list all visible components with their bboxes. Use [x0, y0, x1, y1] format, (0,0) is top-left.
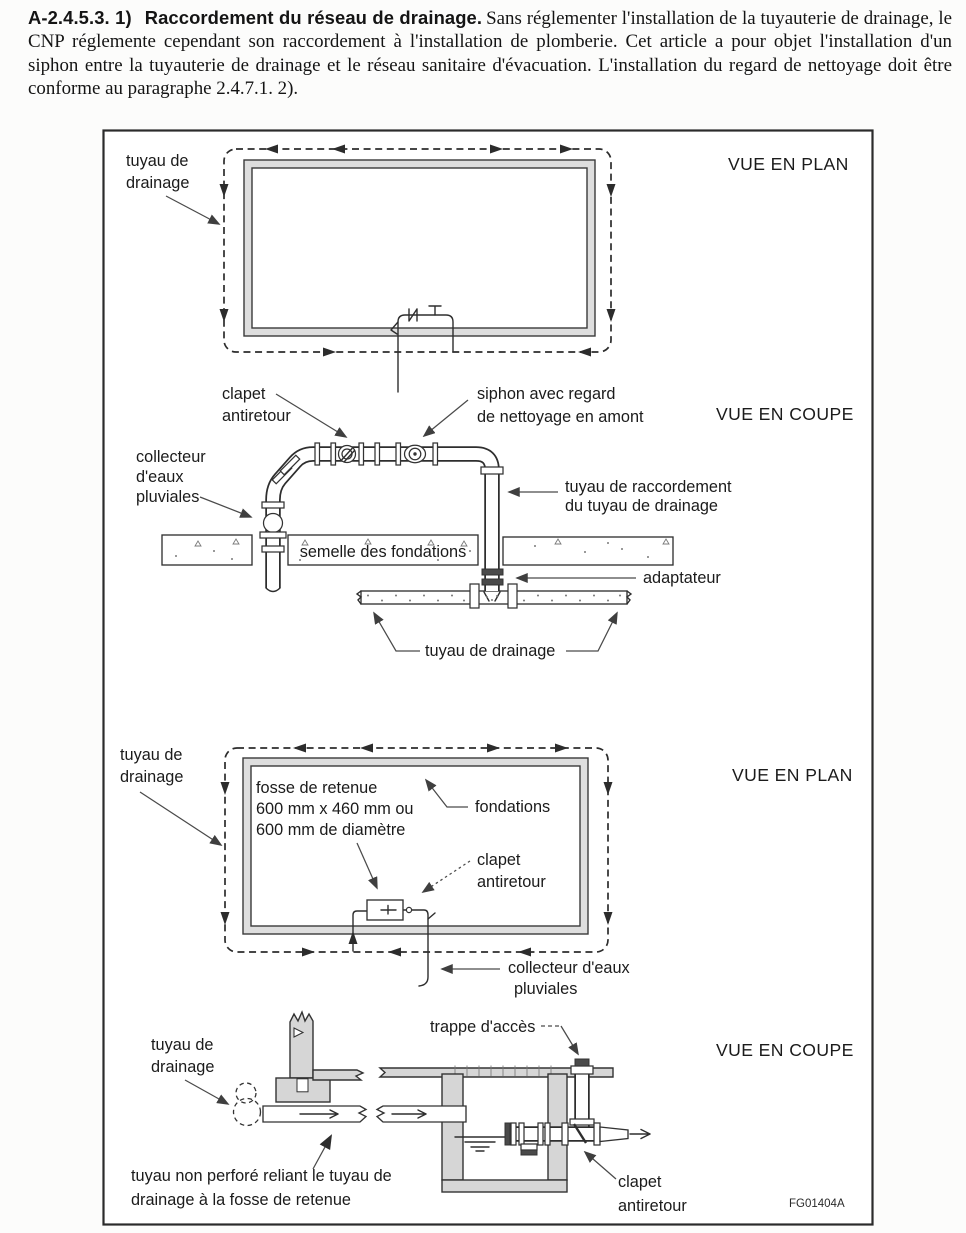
label-raccordement: tuyau de raccordement: [565, 478, 732, 496]
label-fondations: fondations: [475, 798, 551, 816]
label-raccordement: du tuyau de drainage: [565, 497, 718, 515]
perforated-drain-pipe: [357, 591, 631, 604]
label-clapet: antiretour: [222, 407, 291, 425]
sump-floor: [442, 1180, 567, 1192]
article-number: A-2.4.5.3. 1): [28, 7, 132, 28]
label-trappe: trappe d'accès: [430, 1018, 536, 1036]
label-siphon: siphon avec regard: [477, 385, 616, 403]
label-tuyau-drainage: drainage: [120, 768, 184, 786]
label-fosse: fosse de retenue: [256, 779, 378, 797]
view-title: VUE EN PLAN: [732, 765, 853, 785]
check-valve-symbol: [406, 907, 411, 912]
label-collecteur: pluviales: [514, 980, 578, 998]
wall-column: [290, 1012, 313, 1078]
slab-segment: [313, 1070, 363, 1080]
view-title: VUE EN COUPE: [716, 404, 854, 424]
foundation-wall-inner: [252, 168, 587, 328]
label-clapet: clapet: [618, 1173, 662, 1191]
label-tuyau-drainage: tuyau de: [120, 746, 183, 764]
label-collecteur: collecteur: [136, 448, 206, 466]
view-title: VUE EN PLAN: [728, 154, 849, 174]
label-clapet: antiretour: [618, 1197, 687, 1215]
label-semelle: semelle des fondations: [299, 543, 467, 561]
label-fosse: 600 mm de diamètre: [256, 821, 406, 839]
tee-collar: [470, 584, 479, 608]
adapter-fitting: [482, 579, 503, 585]
hub-joint: [264, 514, 283, 533]
tee-collar: [508, 584, 517, 608]
access-cap: [575, 1059, 589, 1066]
view-title: VUE EN COUPE: [716, 1040, 854, 1060]
label-tuyau-drainage: tuyau de drainage: [425, 642, 556, 660]
label-tuyau-drainage: drainage: [126, 174, 190, 192]
label-tuyau-drainage: drainage: [151, 1058, 215, 1076]
keyway-notch: [297, 1079, 308, 1092]
label-collecteur: collecteur d'eaux: [508, 959, 630, 977]
figure-code: FG01404A: [789, 1198, 845, 1210]
label-fosse: 600 mm x 460 mm ou: [256, 800, 414, 818]
label-clapet: antiretour: [477, 873, 546, 891]
label-adaptateur: adaptateur: [643, 569, 721, 587]
sump-wall-left: [442, 1074, 463, 1180]
label-siphon: de nettoyage en amont: [477, 408, 644, 426]
label-collecteur: pluviales: [136, 488, 200, 506]
article-title: Raccordement du réseau de drainage.: [144, 7, 483, 28]
label-tuyau-drainage: tuyau de: [126, 152, 189, 170]
article-body: Sans réglementer l'installation de la tuyauterie de drainage, le CNP réglemente cependant son raccordement à l'installation de plomberie. Cet article a pour objet l'installation d'un siphon entre la tuyauterie de drainage et le réseau sanitaire d'évacuation. L'installation du regard de nettoyage doit être conforme au paragraphe 2.4.7.1. 2).: [28, 8, 952, 99]
label-clapet: clapet: [222, 385, 266, 403]
label-collecteur: d'eaux: [136, 468, 184, 486]
label-non-perfore: drainage à la fosse de retenue: [131, 1191, 351, 1209]
label-tuyau-drainage: tuyau de: [151, 1036, 214, 1054]
label-non-perfore: tuyau non perforé reliant le tuyau de: [131, 1167, 392, 1185]
adapter-fitting: [482, 569, 503, 575]
label-clapet: clapet: [477, 851, 521, 869]
outlet-taper: [600, 1127, 628, 1142]
